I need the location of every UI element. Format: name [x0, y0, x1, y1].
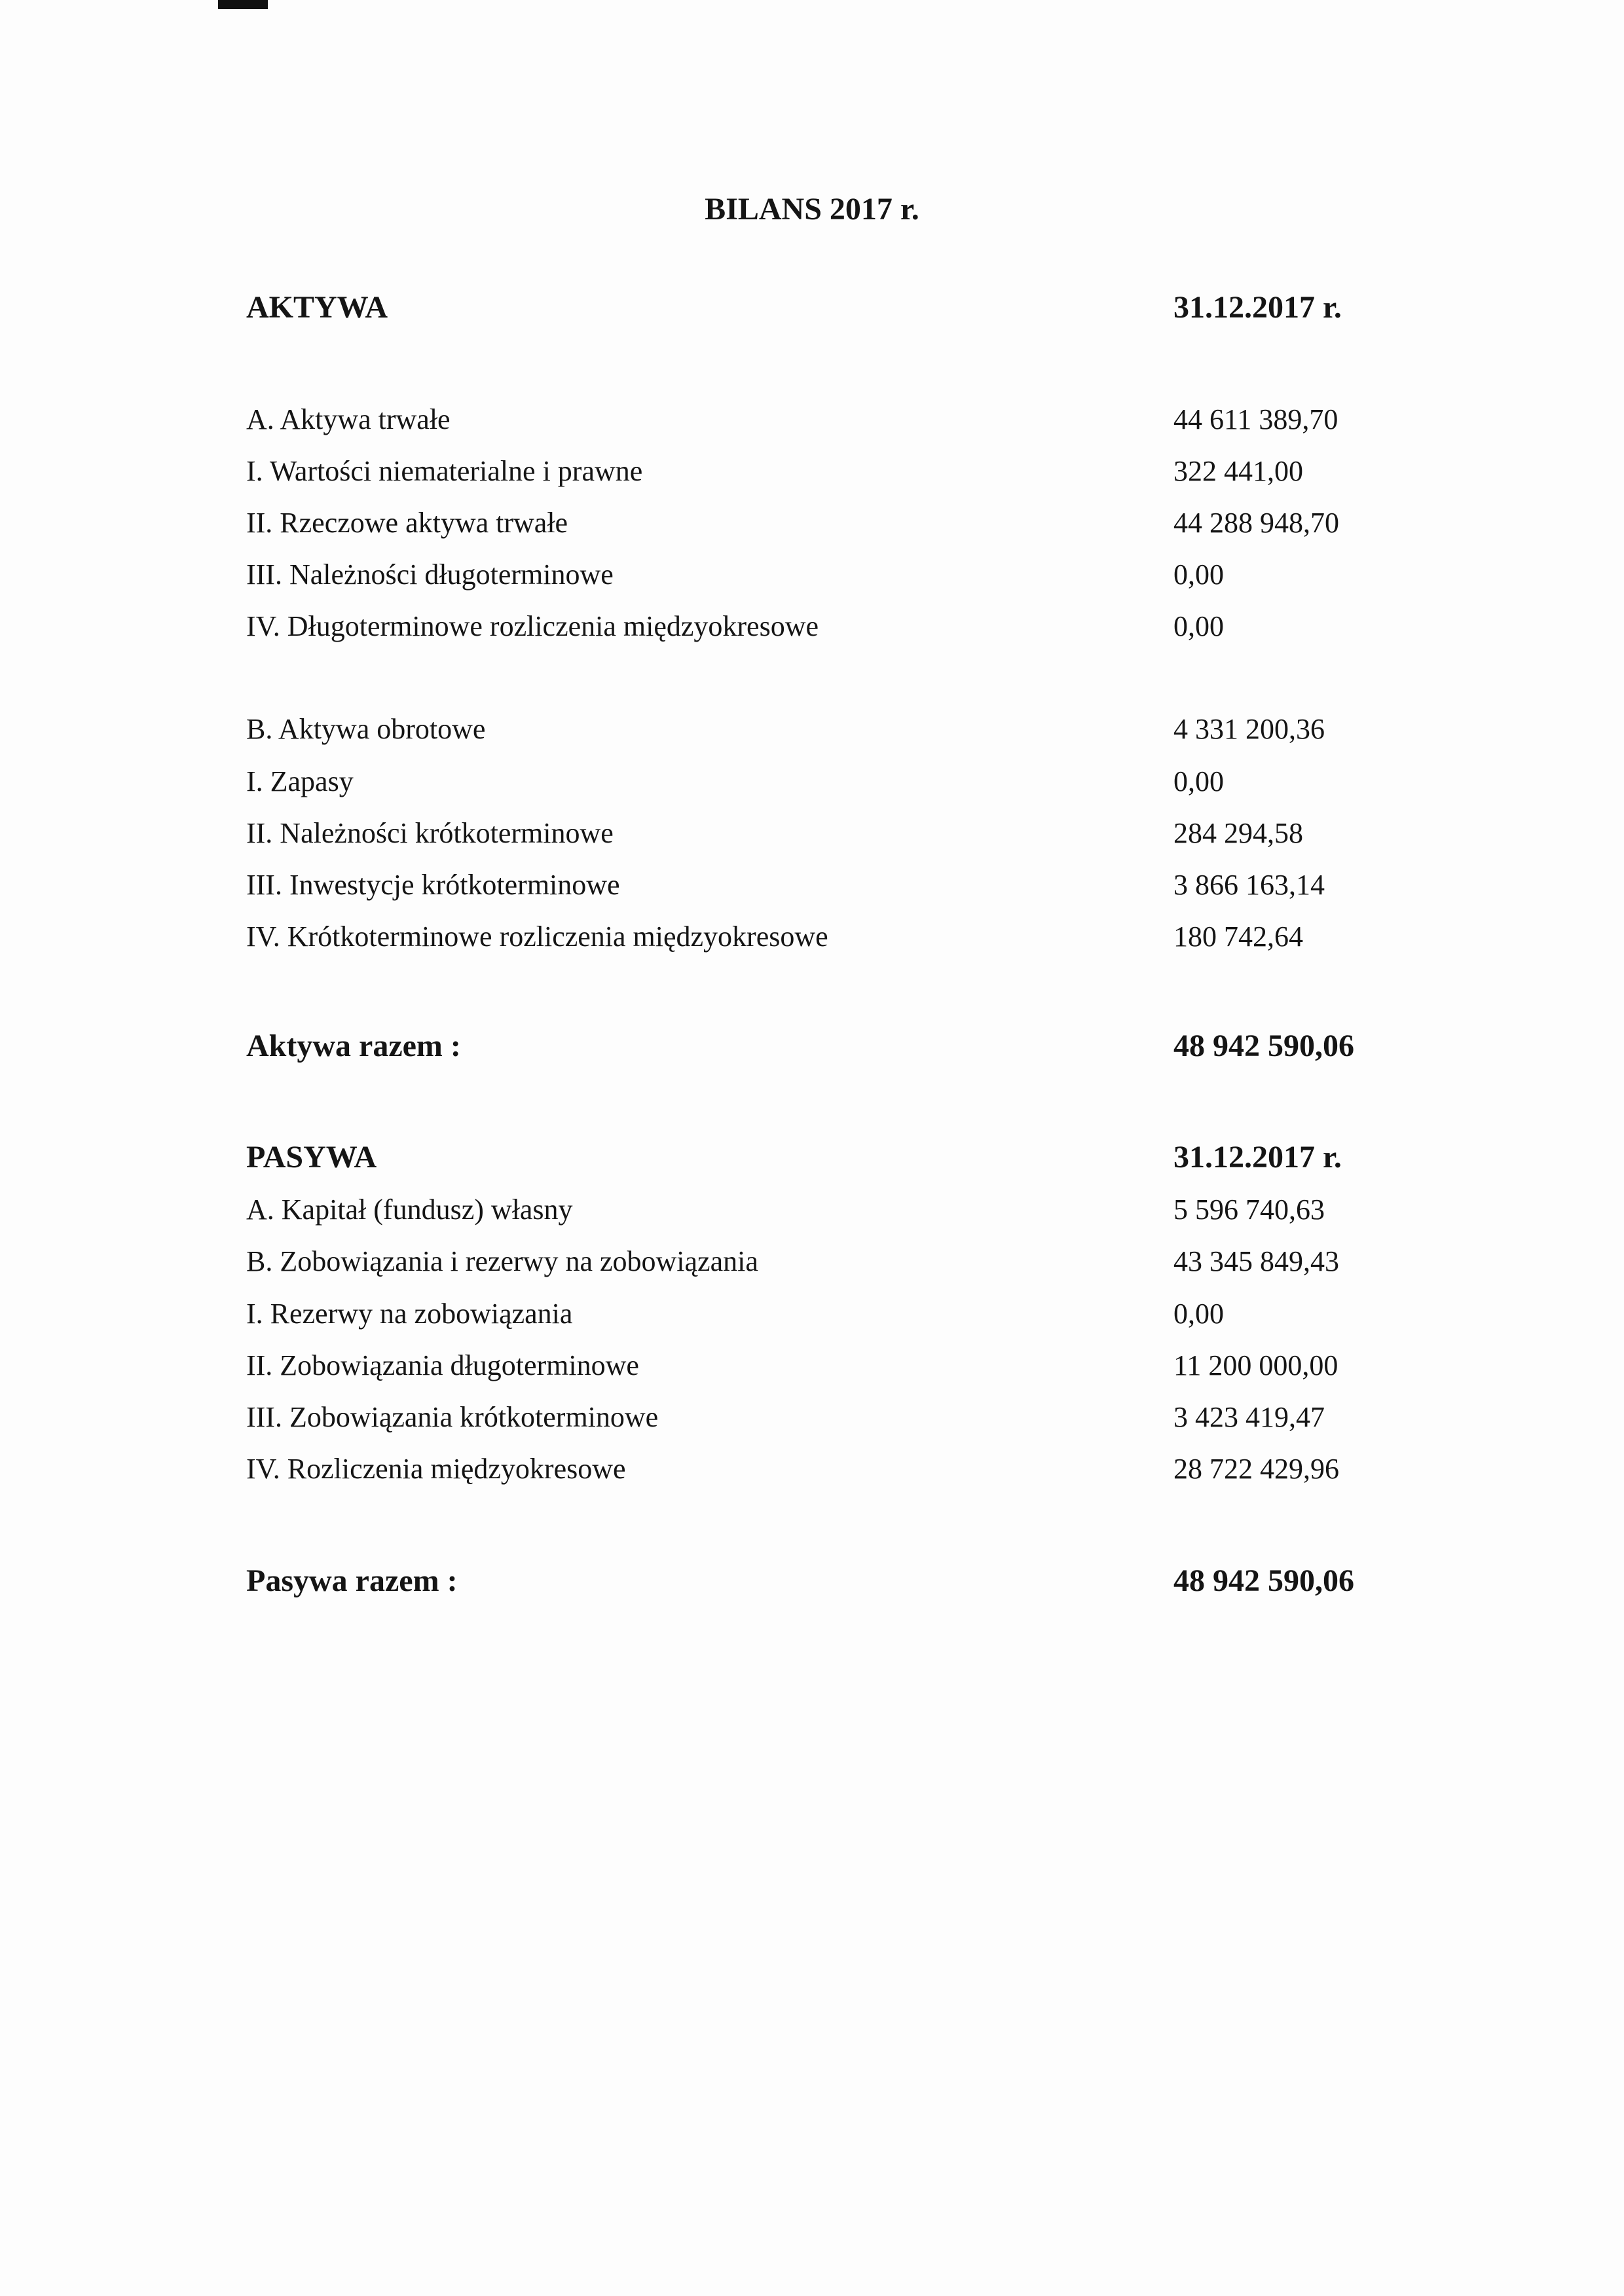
row-label: I. Wartości niematerialne i prawne: [246, 455, 643, 487]
pasywa-total-row: [0, 1561, 1624, 1601]
pasywa-heading: PASYWA: [246, 1140, 377, 1175]
row-value: 0,00: [1173, 610, 1224, 642]
row-value: 44 611 389,70: [1173, 403, 1338, 435]
table-row: [0, 1346, 1624, 1385]
row-label: II. Rzeczowe aktywa trwałe: [246, 507, 568, 539]
document-title: BILANS 2017 r.: [705, 192, 919, 227]
pasywa-total-value: 48 942 590,06: [1173, 1563, 1354, 1598]
table-row: [0, 917, 1624, 957]
row-label: III. Inwestycje krótkoterminowe: [246, 869, 620, 901]
aktywa-total-label: Aktywa razem :: [246, 1029, 461, 1063]
row-label: I. Rezerwy na zobowiązania: [246, 1298, 573, 1330]
row-label: III. Zobowiązania krótkoterminowe: [246, 1401, 659, 1433]
row-value: 28 722 429,96: [1173, 1453, 1339, 1485]
row-label: II. Należności krótkoterminowe: [246, 817, 614, 849]
table-row: [0, 400, 1624, 439]
pasywa-header: [0, 1138, 1624, 1177]
row-value: 284 294,58: [1173, 817, 1303, 849]
row-label: B. Aktywa obrotowe: [246, 713, 486, 745]
aktywa-header: [0, 288, 1624, 327]
aktywa-heading: AKTYWA: [246, 290, 388, 325]
pasywa-total-label: Pasywa razem :: [246, 1563, 458, 1598]
table-row: [0, 710, 1624, 749]
row-value: 0,00: [1173, 1298, 1224, 1330]
row-value: 3 423 419,47: [1173, 1401, 1325, 1433]
aktywa-date: 31.12.2017 r.: [1173, 290, 1342, 325]
row-label: IV. Krótkoterminowe rozliczenia międzyokresowe: [246, 920, 828, 953]
row-label: A. Kapitał (fundusz) własny: [246, 1194, 573, 1226]
table-row: [0, 607, 1624, 646]
row-label: IV. Rozliczenia międzyokresowe: [246, 1453, 626, 1485]
table-row: [0, 555, 1624, 594]
table-row: [0, 1242, 1624, 1281]
row-value: 0,00: [1173, 765, 1224, 797]
row-value: 322 441,00: [1173, 455, 1303, 487]
row-value: 4 331 200,36: [1173, 713, 1325, 745]
table-row: [0, 1449, 1624, 1489]
table-row: [0, 866, 1624, 905]
aktywa-total-value: 48 942 590,06: [1173, 1029, 1354, 1063]
scan-edge-mark: [218, 0, 268, 9]
aktywa-total-row: [0, 1027, 1624, 1066]
row-value: 0,00: [1173, 558, 1224, 591]
row-label: IV. Długoterminowe rozliczenia międzyokresowe: [246, 610, 819, 642]
row-label: A. Aktywa trwałe: [246, 403, 451, 435]
row-label: III. Należności długoterminowe: [246, 558, 614, 591]
row-label: B. Zobowiązania i rezerwy na zobowiązania: [246, 1245, 758, 1277]
table-row: [0, 1190, 1624, 1230]
table-row: [0, 1398, 1624, 1437]
row-value: 180 742,64: [1173, 920, 1303, 953]
pasywa-date: 31.12.2017 r.: [1173, 1140, 1342, 1175]
table-row: [0, 762, 1624, 801]
table-row: [0, 1294, 1624, 1334]
table-row: [0, 452, 1624, 491]
table-row: [0, 814, 1624, 853]
row-value: 43 345 849,43: [1173, 1245, 1339, 1277]
row-label: I. Zapasy: [246, 765, 354, 797]
row-value: 11 200 000,00: [1173, 1349, 1338, 1381]
row-value: 5 596 740,63: [1173, 1194, 1325, 1226]
row-value: 3 866 163,14: [1173, 869, 1325, 901]
table-row: [0, 503, 1624, 543]
row-label: II. Zobowiązania długoterminowe: [246, 1349, 639, 1381]
row-value: 44 288 948,70: [1173, 507, 1339, 539]
